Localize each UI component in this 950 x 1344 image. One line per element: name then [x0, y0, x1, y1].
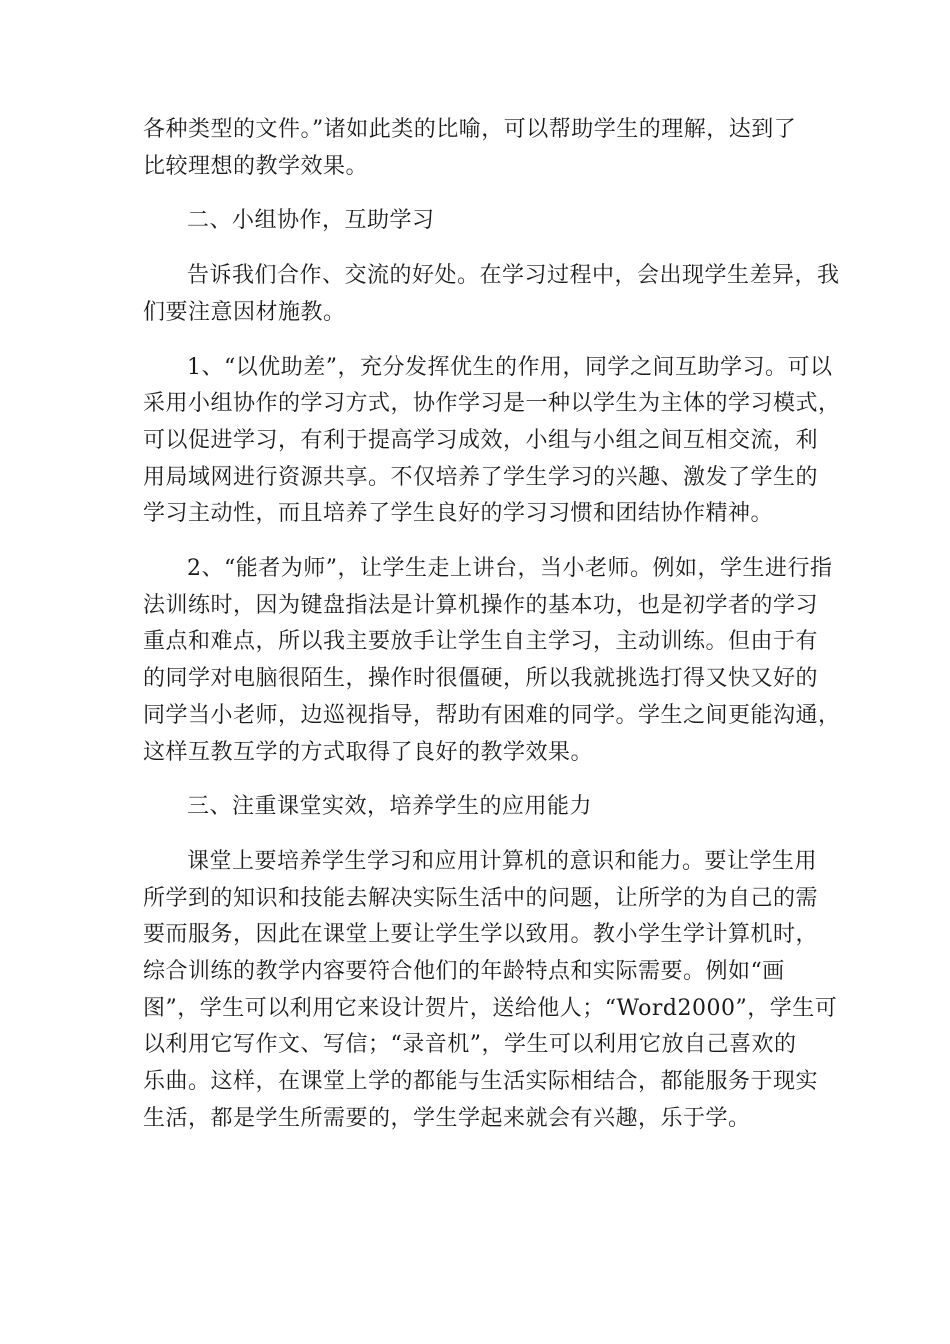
text-line: 这样互教互学的方式取得了良好的教学效果。: [143, 739, 594, 765]
paragraph-continuation: [143, 112, 809, 185]
text-line: 用局域网进行资源共享。不仅培养了学生学习的兴趣、激发了学生的: [143, 464, 819, 490]
text-line: 各种类型的文件。”诸如此类的比喻，可以帮助学生的理解，达到了: [143, 117, 797, 142]
text-line: 以利用它写作文、写信；“录音机”，学生可以利用它放自己喜欢的: [143, 1032, 797, 1058]
text-line: 综合训练的教学内容要符合他们的年龄特点和实际需要。例如“画: [143, 959, 785, 985]
text-line: 课堂上要培养学生学习和应用计算机的意识和能力。要让学生用: [187, 848, 818, 874]
text-line: 采用小组协作的学习方式，协作学习是一种以学生为主体的学习模式，: [143, 391, 841, 417]
text-line: 要而服务，因此在课堂上要让学生学以致用。教小学生学计算机时，: [143, 922, 819, 948]
paragraph-cooperation: [143, 258, 840, 331]
text-line: 学习主动性，而且培养了学生良好的学习习惯和团结协作精神。: [143, 501, 774, 527]
paragraph-item-1: [143, 350, 841, 534]
text-line: 比较理想的教学效果。: [143, 153, 369, 179]
text-line: 们要注意因材施教。: [143, 299, 346, 325]
text-line: 法训练时，因为键盘指法是计算机操作的基本功，也是初学者的学习: [143, 592, 819, 618]
heading-text: 二、小组协作，互助学习: [187, 208, 435, 234]
section-heading-2: [143, 203, 809, 240]
section-heading-3: [143, 789, 809, 826]
text-line: 生活，都是学生所需要的，学生学起来就会有兴趣，乐于学。: [143, 1105, 751, 1131]
paragraph-application: [143, 844, 838, 1138]
text-line: 所学到的知识和技能去解决实际生活中的问题，让所学的为自己的需: [143, 885, 819, 911]
heading-text: 三、注重课堂实效，培养学生的应用能力: [187, 794, 593, 820]
text-line: 2、“能者为师”，让学生走上讲台，当小老师。例如，学生进行指: [187, 556, 833, 582]
text-line: 可以促进学习，有利于提高学习成效，小组与小组之间互相交流，利: [143, 427, 819, 453]
paragraph-item-2: [143, 551, 841, 771]
text-line: 重点和难点，所以我主要放手让学生自主学习，主动训练。但由于有: [143, 629, 819, 655]
text-line: 告诉我们合作、交流的好处。在学习过程中，会出现学生差异，我: [187, 263, 840, 289]
text-line: 的同学对电脑很陌生，操作时很僵硬，所以我就挑选打得又快又好的: [143, 666, 819, 692]
text-line: 图”，学生可以利用它来设计贺片，送给他人；“Word2000”，学生可: [143, 995, 838, 1021]
text-line: 乐曲。这样，在课堂上学的都能与生活实际相结合，都能服务于现实: [143, 1069, 819, 1095]
document-body: [143, 112, 841, 1156]
text-line: 同学当小老师，边巡视指导，帮助有困难的同学。学生之间更能沟通，: [143, 702, 841, 728]
text-line: 1、“以优助差”，充分发挥优生的作用，同学之间互助学习。可以: [187, 354, 833, 380]
